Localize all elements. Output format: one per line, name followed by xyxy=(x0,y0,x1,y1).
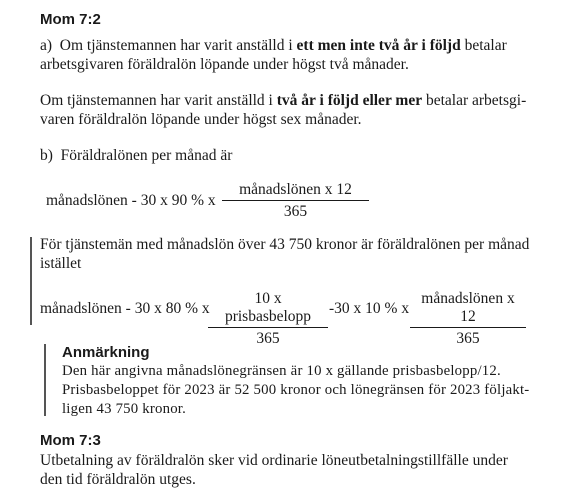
formula-1-numerator: månadslönen x 12 xyxy=(239,181,352,198)
note-line-3: ligen 43 750 kronor. xyxy=(62,401,187,417)
paragraph-mom-7-3-line-1: Utbetalning av föräldralön sker vid ordinarie löneutbetalningstillfälle under xyxy=(40,452,508,469)
formula-1-denominator: 365 xyxy=(283,203,308,220)
note-body xyxy=(62,362,577,419)
note-bar xyxy=(44,344,46,416)
paragraph-mom-7-3-line-2: den tid föräldralön utges. xyxy=(40,471,196,488)
formula-2-middle: -30 x 10 % x xyxy=(329,300,410,317)
formula-2-fraction-1-bar xyxy=(208,327,328,328)
formula-2-fraction-2 xyxy=(410,290,526,348)
formula-2-fraction-1-denominator: 365 xyxy=(256,330,280,347)
paragraph-a-label: a) xyxy=(40,37,53,54)
formula-1-fraction-bar xyxy=(222,200,369,201)
paragraph-high-salary xyxy=(40,235,580,273)
formula-2-fraction-2-denominator: 365 xyxy=(456,330,480,347)
paragraph-two-line-2: varen föräldralön löpande under högst sex månader. xyxy=(40,111,362,128)
paragraph-a-text-2: betalar xyxy=(460,37,507,54)
formula-2-fraction-1-numerator: 10 x prisbasbelopp xyxy=(224,290,312,325)
formula-2-fraction-1 xyxy=(208,290,328,348)
paragraph-two-text-2: betalar arbetsgi- xyxy=(422,92,527,109)
paragraph-a-text-1: Om tjänstemannen har varit anställd i xyxy=(59,37,297,54)
formula-1-left: månadslönen - 30 x 90 % x xyxy=(46,192,216,209)
paragraph-two-bold: två år i följd eller mer xyxy=(276,92,423,109)
paragraph-high-salary-line-1: För tjänstemän med månadslön över 43 750 kronor är föräldralönen per månad xyxy=(40,236,530,253)
paragraph-b: b) Föräldralönen per månad är xyxy=(40,147,233,164)
change-bar xyxy=(30,237,32,325)
paragraph-a-bold: ett men inte två år i följd xyxy=(296,37,461,54)
paragraph-a xyxy=(40,36,570,74)
paragraph-mom-7-3 xyxy=(40,451,580,489)
formula-2-left: månadslönen - 30 x 80 % x xyxy=(40,300,210,317)
formula-2-fraction-2-numerator: månadslönen x 12 xyxy=(421,290,515,325)
paragraph-a-line-2: arbetsgivaren föräldralön löpande under högst två månader. xyxy=(40,56,409,73)
formula-2-fraction-2-bar xyxy=(410,327,526,328)
paragraph-two-text-1: Om tjänstemannen har varit anställd i xyxy=(40,92,277,109)
formula-1-fraction xyxy=(222,181,369,221)
paragraph-two-years xyxy=(40,91,570,129)
paragraph-high-salary-line-2: istället xyxy=(40,255,82,272)
section-heading-mom-7-2: Mom 7:2 xyxy=(40,11,101,28)
note-heading: Anmärkning xyxy=(62,344,150,361)
section-heading-mom-7-3: Mom 7:3 xyxy=(40,432,101,449)
note-line-2: Prisbasbeloppet för 2023 är 52 500 kronor och lönegränsen för 2023 följakt- xyxy=(62,382,530,398)
note-line-1: Den här angivna månadslönegränsen är 10 x gällande prisbasbelopp/12. xyxy=(62,363,501,379)
